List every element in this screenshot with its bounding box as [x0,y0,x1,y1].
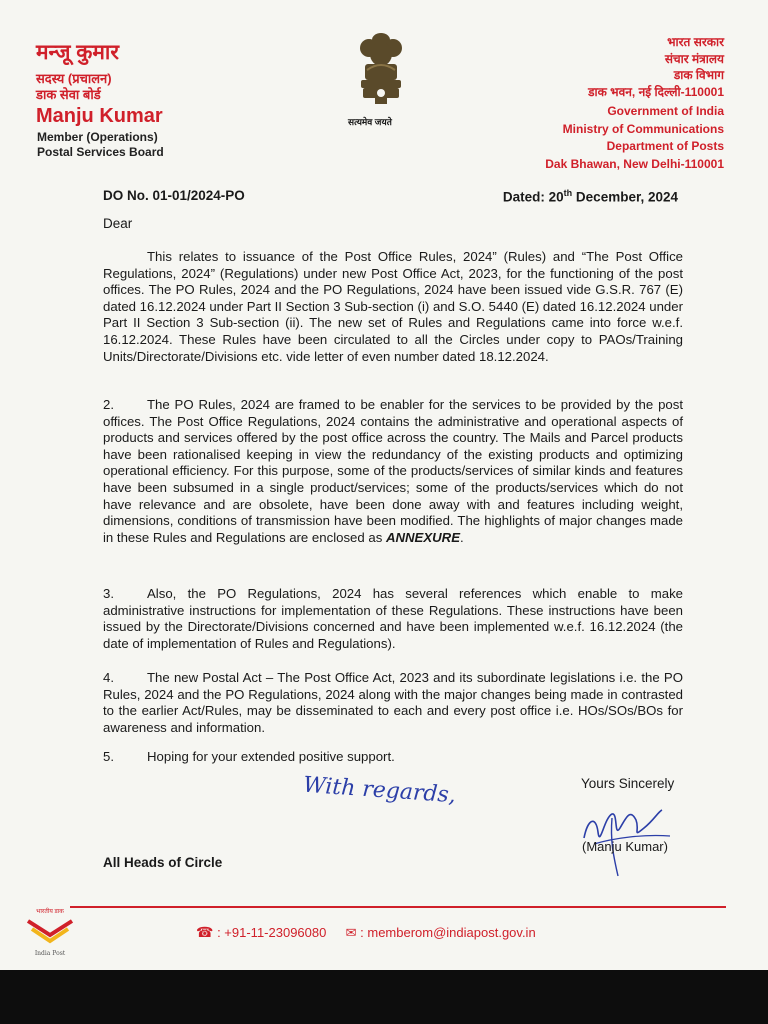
paragraph-2 [103,397,683,546]
paragraph-4-text: 4. The new Postal Act – The Post Office Act, 2023 and its subordinate legislations i.e. the PO Rules, 2024 and the PO Regulations, 2024 along with the major changes being made in contrasted to the earlier Act/Rules, may be disseminated to each and every post office i.e. HOs/SOs/BOs for awareness and information. [103,670,683,735]
hindi-designation: सदस्य (प्रचालन) [36,71,112,86]
footer-divider [70,906,726,908]
paragraph-1 [103,249,683,365]
department-english: Department of Posts [606,139,724,153]
hindi-name: मन्जू कुमार [36,41,119,64]
addressee: All Heads of Circle [103,855,223,870]
department-hindi: डाक विभाग [673,68,724,82]
india-post-logo-icon [26,915,74,945]
right-hindi-block [588,34,724,100]
footer-contact [196,924,536,941]
do-number: DO No. 01-01/2024-PO [103,188,245,203]
mail-icon: ✉ [345,925,357,940]
paragraph-3 [103,586,683,652]
phone-icon: ☎ [196,924,214,940]
paragraph-5-text: 5. Hoping for your extended positive support. [103,749,395,764]
right-english-block [545,103,724,173]
emblem-motto: सत्यमेव जयते [348,117,392,127]
paragraph-2-text: 2. The PO Rules, 2024 are framed to be enabler for the services to be provided by the post offices. The Post Office Regulations, 2024 contains the administrative and operational aspects of products and services offered by the post office across the country. The Mails and Parcel products have been rationalised keeping in view the redundancy of the existing products and optimizing operational efficiency. For this purpose, some of the products/services of similar kinds and features have been subsumed in a single product/services; some of the products/services which do not have relevance and are obsolete, have been done away with and features including weight, dimensions, conditions of transmission have been modified. The highlights of major changes made in these Rules and Regulations are enclosed as ANNEXURE. [103,397,683,545]
paragraph-1-text: This relates to issuance of the Post Office Rules, 2024” (Rules) and “The Post Office Regulations, 2024” (Regulations) under new Post Office Act, 2023, for the functioning of the post offices. The PO Rules, 2024 and the PO Regulations, 2024 have been issued vide G.S.R. 767 (E) dated 16.12.2024 under Part II Section 3 Sub-section (i) and S.O. 5440 (E) dated 16.12.2024 under Part II Section 3 Sub-section (ii). The new set of Rules and Regulations came into force w.e.f. 16.12.2024. These Rules have been circulated to all the Circles under copy to PAOs/Training Units/Directorate/Divisions etc. vide letter of even number dated 18.12.2024. [103,249,683,364]
paragraph-3-text: 3. Also, the PO Regulations, 2024 has several references which enable to make administrative instructions for implementation of these Regulations. These instructions have been issued by the Directorate/Divisions concerned and have been implemented w.e.f. 16.12.2024 (the date of implementation of Rules and Regulations). [103,586,683,651]
salutation: Dear [103,216,133,231]
letter-date: Dated: 20th December, 2024 [502,188,678,205]
sender-designation: Member (Operations) [37,130,158,144]
address-english: Dak Bhawan, New Delhi-110001 [545,156,724,171]
sender-board: Postal Services Board [37,145,164,159]
ministry-english: Ministry of Communications [562,121,724,136]
paragraph-4 [103,670,683,736]
phone-number[interactable]: : +91-11-23096080 [217,925,327,940]
national-emblem [349,30,413,120]
india-post-logo: भारतीय डाक India Post [26,907,74,963]
yours-sincerely: Yours Sincerely [581,776,675,791]
govt-hindi: भारत सरकार [667,35,724,49]
address-hindi: डाक भवन, नई दिल्ली-110001 [588,84,724,99]
annexure-label: ANNEXURE [385,529,460,545]
email-address[interactable]: : memberom@indiapost.gov.in [360,925,536,940]
ministry-hindi: संचार मंत्रालय [664,51,724,66]
handwritten-regards: With regards, [302,772,457,809]
lion-capital-icon [349,30,413,120]
sender-name: Manju Kumar [36,105,163,127]
signatory-name: (Manju Kumar) [582,839,668,854]
scan-border [0,970,768,1024]
govt-english: Government of India [607,104,724,118]
paragraph-5 [103,749,683,766]
hindi-board: डाक सेवा बोर्ड [36,87,101,102]
